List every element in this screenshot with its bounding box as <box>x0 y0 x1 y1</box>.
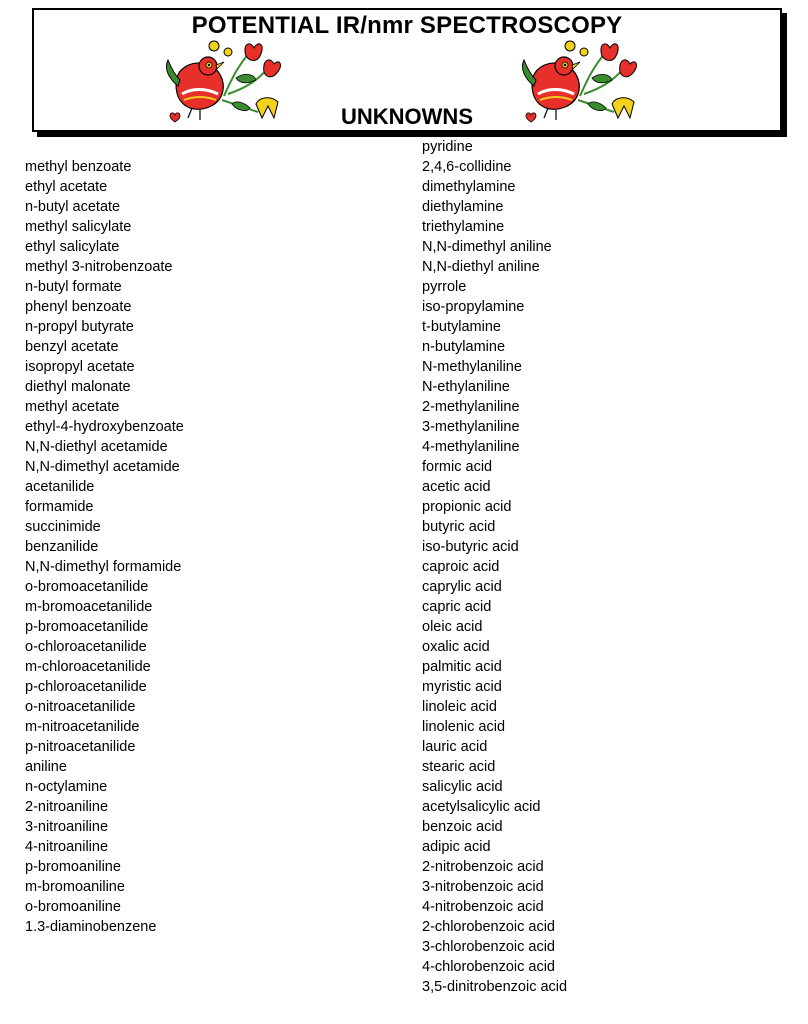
list-item: n-octylamine <box>25 779 108 795</box>
list-item: triethylamine <box>422 219 505 235</box>
list-item: m-chloroacetanilide <box>25 659 151 675</box>
list-item: 3-chlorobenzoic acid <box>422 939 555 955</box>
list-item: isopropyl acetate <box>25 359 135 375</box>
list-item: N,N-dimethyl acetamide <box>25 459 180 475</box>
list-item: n-butylamine <box>422 339 506 355</box>
list-item: 2-chlorobenzoic acid <box>422 919 555 935</box>
list-item: N,N-diethyl acetamide <box>25 439 168 455</box>
list-item: o-chloroacetanilide <box>25 639 147 655</box>
list-item: m-bromoacetanilide <box>25 599 153 615</box>
list-item: p-bromoaniline <box>25 859 121 875</box>
list-item: o-nitroacetanilide <box>25 699 136 715</box>
page-title: POTENTIAL IR/nmr SPECTROSCOPY <box>191 12 623 39</box>
list-item: 2-nitroaniline <box>25 799 109 815</box>
list-item: benzyl acetate <box>25 339 119 355</box>
list-item: ethyl-4-hydroxybenzoate <box>25 419 184 435</box>
list-item: 4-methylaniline <box>422 439 520 455</box>
list-item: 4-nitroaniline <box>25 839 109 855</box>
list-item: benzanilide <box>25 539 99 555</box>
list-item: n-butyl acetate <box>25 199 121 215</box>
list-item: N,N-dimethyl formamide <box>25 559 182 575</box>
list-item: 2-methylaniline <box>422 399 520 415</box>
list-item: butyric acid <box>422 519 496 535</box>
header-box <box>32 8 782 132</box>
list-item: benzoic acid <box>422 819 503 835</box>
compound-list-right <box>422 137 567 997</box>
list-item: o-bromoaniline <box>25 899 121 915</box>
list-item: m-bromoaniline <box>25 879 125 895</box>
list-item: diethyl malonate <box>25 379 131 395</box>
list-item: linoleic acid <box>422 699 497 715</box>
list-item: m-nitroacetanilide <box>25 719 140 735</box>
list-item: stearic acid <box>422 759 496 775</box>
list-item: phenyl benzoate <box>25 299 132 315</box>
page-subtitle: UNKNOWNS <box>341 104 473 129</box>
list-item: n-propyl butyrate <box>25 319 134 335</box>
list-item: succinimide <box>25 519 101 535</box>
list-item: caprylic acid <box>422 579 502 595</box>
list-item: iso-propylamine <box>422 299 525 315</box>
list-item: oleic acid <box>422 619 483 635</box>
list-item: caproic acid <box>422 559 500 575</box>
list-item: capric acid <box>422 599 492 615</box>
list-item: myristic acid <box>422 679 502 695</box>
list-item: N,N-diethyl aniline <box>422 259 540 275</box>
list-item: iso-butyric acid <box>422 539 519 555</box>
list-item: diethylamine <box>422 199 504 215</box>
list-item: dimethylamine <box>422 179 516 195</box>
list-item: 3,5-dinitrobenzoic acid <box>422 979 568 995</box>
list-item: aniline <box>25 759 67 775</box>
list-item: p-bromoacetanilide <box>25 619 149 635</box>
list-item: t-butylamine <box>422 319 501 335</box>
list-item: N-methylaniline <box>422 359 522 375</box>
list-item: 3-methylaniline <box>422 419 520 435</box>
list-item: N-ethylaniline <box>422 379 510 395</box>
list-item: salicylic acid <box>422 779 503 795</box>
list-item: 3-nitroaniline <box>25 819 109 835</box>
list-item: 3-nitrobenzoic acid <box>422 879 544 895</box>
list-item: adipic acid <box>422 839 491 855</box>
list-item: pyrrole <box>422 279 467 295</box>
list-item: propionic acid <box>422 499 512 515</box>
list-item: 4-chlorobenzoic acid <box>422 959 555 975</box>
list-item: N,N-dimethyl aniline <box>422 239 552 255</box>
list-item: formic acid <box>422 459 493 475</box>
list-item: pyridine <box>422 139 473 155</box>
list-item: 2,4,6-collidine <box>422 159 512 175</box>
list-item: acetic acid <box>422 479 491 495</box>
list-item: p-chloroacetanilide <box>25 679 147 695</box>
list-item: ethyl salicylate <box>25 239 120 255</box>
list-item: linolenic acid <box>422 719 506 735</box>
list-item: oxalic acid <box>422 639 490 655</box>
list-item: methyl benzoate <box>25 159 132 175</box>
list-item: 4-nitrobenzoic acid <box>422 899 544 915</box>
list-item: methyl acetate <box>25 399 120 415</box>
list-item: methyl 3-nitrobenzoate <box>25 259 173 275</box>
list-item: 1.3-diaminobenzene <box>25 919 157 935</box>
list-item: ethyl acetate <box>25 179 108 195</box>
list-item: formamide <box>25 499 94 515</box>
list-item: acetylsalicylic acid <box>422 799 541 815</box>
list-item: palmitic acid <box>422 659 502 675</box>
list-item: acetanilide <box>25 479 95 495</box>
list-item: p-nitroacetanilide <box>25 739 136 755</box>
list-item: methyl salicylate <box>25 219 132 235</box>
list-item: o-bromoacetanilide <box>25 579 149 595</box>
list-item: lauric acid <box>422 739 488 755</box>
list-item: n-butyl formate <box>25 279 122 295</box>
compound-list-left <box>25 157 184 937</box>
list-item: 2-nitrobenzoic acid <box>422 859 544 875</box>
